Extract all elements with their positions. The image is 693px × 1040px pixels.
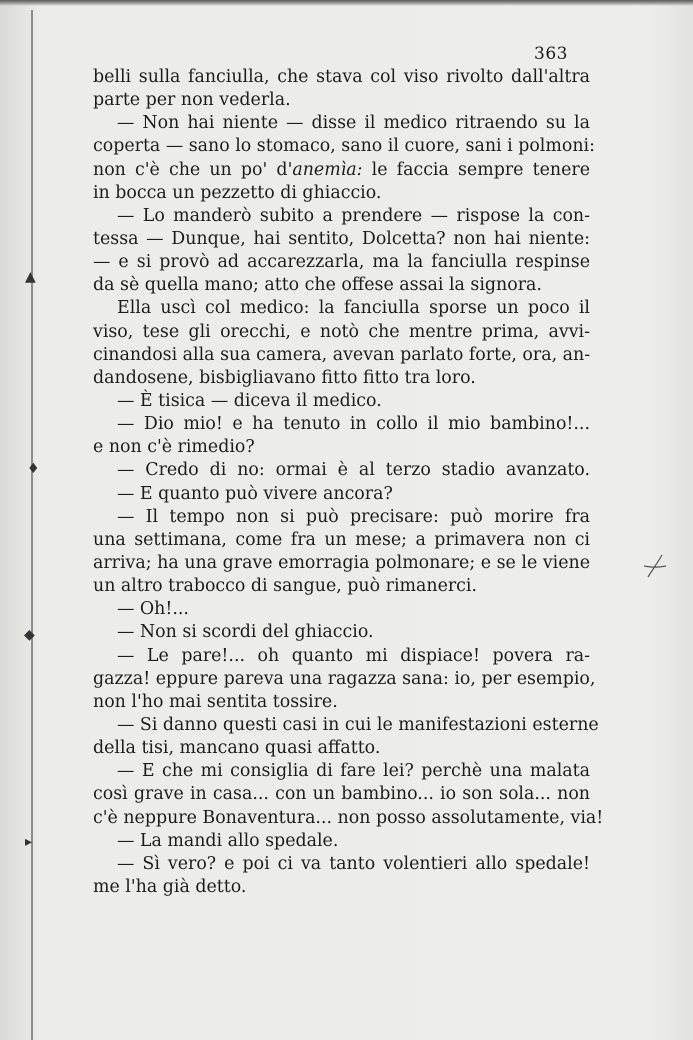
text-line: — Oh!... [117, 599, 189, 620]
text-line: viso, tese gli orecchi, e notò che mentre prima, avvi- [93, 321, 590, 342]
text-line: in bocca un pezzetto di ghiaccio. [93, 182, 382, 203]
text-line: — Credo di no: ormai è al terzo stadio avanzato. [117, 460, 590, 481]
text-line: c'è neppure Bonaventura... non posso assolutamente, via! [93, 807, 604, 828]
page-number: 363 [534, 44, 568, 64]
italic-word: anemìa: [292, 159, 363, 180]
text-line: e non c'è rimedio? [93, 437, 255, 458]
text-line: da sè quella mano; atto che offese assai la signora. [93, 275, 542, 296]
binding-gutter-line [31, 10, 33, 1040]
text-line: cinandosi alla sua camera, avevan parlato forte, ora, an- [93, 344, 591, 365]
text-line: gazza! eppure pareva una ragazza sana: io, per esempio, [93, 668, 596, 689]
text-line: — Lo manderò subito a prendere — rispose la con- [117, 205, 590, 226]
text-line: — E quanto può vivere ancora? [117, 483, 393, 504]
body-text [93, 66, 604, 899]
text-line: — E che mi consiglia di fare lei? perchè una malata [117, 761, 590, 782]
text-line: un altro trabocco di sangue, può rimanerci. [93, 576, 478, 597]
text-line: arriva; ha una grave emorragia polmonare; e se le viene [93, 552, 590, 573]
text-line: dandosene, bisbigliavano fitto fitto tra loro. [93, 367, 476, 388]
text-line: — È tisica — diceva il medico. [117, 390, 382, 411]
text-line: così grave in casa... con un bambino... io son sola... non [93, 784, 590, 805]
text-line: tessa — Dunque, hai sentito, Dolcetta? non hai niente: [93, 228, 590, 249]
text-line: non l'ho mai sentita tossire. [93, 691, 338, 712]
margin-speck: ▲ [25, 269, 36, 285]
text-line: belli sulla fanciulla, che stava col viso rivolto dall'altra [93, 67, 590, 87]
text-line: non c'è che un po' d'anemìa: le faccia sempre tenere [93, 159, 590, 180]
text-line: coperta — sano lo stomaco, sano il cuore, sani i polmoni: [93, 136, 595, 157]
text-line: della tisi, mancano quasi affatto. [93, 738, 381, 759]
text-line: — Non si scordi del ghiaccio. [117, 622, 374, 643]
text-line: me l'ha già detto. [93, 876, 247, 897]
text-line: parte per non vederla. [93, 90, 291, 111]
text-line: — Dio mio! e ha tenuto in collo il mio bambino!... [117, 414, 590, 435]
text-line: una settimana, come fra un mese; a primavera non ci [93, 529, 590, 550]
margin-speck: ♦ [27, 461, 40, 477]
text-line: — La mandi allo spedale. [117, 830, 339, 851]
text-line: — Le pare!... oh quanto mi dispiace! povera ra- [117, 645, 590, 666]
margin-speck: ◆ [24, 627, 35, 643]
text-line: — Non hai niente — disse il medico ritraendo su la [117, 113, 590, 134]
page-top-edge [0, 0, 693, 6]
pencil-x-mark-icon [642, 553, 668, 579]
margin-speck: ▸ [25, 834, 33, 850]
text-line: Ella uscì col medico: la fanciulla sporse un poco il [117, 298, 590, 319]
text-line: — Si danno questi casi in cui le manifestazioni esterne [117, 714, 599, 735]
text-line: — Sì vero? e poi ci va tanto volentieri allo spedale! [117, 853, 590, 874]
text-line: — Il tempo non si può precisare: può morire fra [117, 506, 590, 527]
text-line: — e si provò ad accarezzarla, ma la fanciulla respinse [93, 252, 590, 273]
